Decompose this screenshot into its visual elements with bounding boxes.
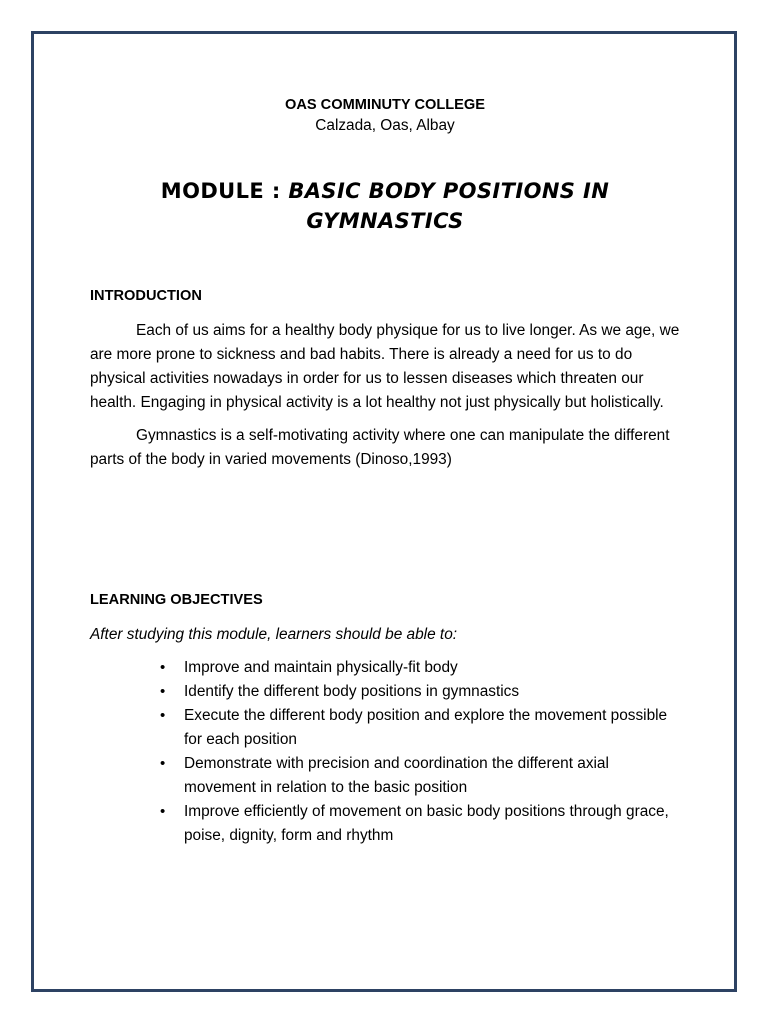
list-item (160, 704, 680, 752)
list-item-text: Demonstrate with precision and coordination the different axial movement in relation to the basic position (184, 755, 609, 796)
module-title-prefix: MODULE : (160, 179, 289, 203)
learning-objectives-list (90, 656, 680, 848)
list-item-text: Identify the different body positions in gymnastics (184, 683, 520, 700)
introduction-heading: INTRODUCTION (90, 288, 202, 304)
bullet-icon: • (160, 683, 166, 700)
introduction-paragraph: Gymnastics is a self-motivating activity where one can manipulate the different parts of the body in varied movements (Dinoso,1993) (90, 427, 670, 468)
learning-objectives-lead: After studying this module, learners should be able to: (90, 626, 458, 643)
list-item (160, 680, 680, 704)
list-item-text: Improve and maintain physically-fit body (184, 659, 458, 676)
bullet-icon: • (160, 803, 166, 820)
learning-objectives-heading: LEARNING OBJECTIVES (90, 592, 263, 608)
module-title (90, 176, 680, 236)
bullet-icon: • (160, 755, 166, 772)
list-item (160, 656, 680, 680)
college-address: Calzada, Oas, Albay (315, 117, 455, 134)
introduction-paragraph: Each of us aims for a healthy body physique for us to live longer. As we age, we are more prone to sickness and bad habits. There is already a need for us to do physical activities nowadays in order for us to lessen diseases which threaten our health. Engaging in physical activity is a lot healthy not just physically but holistically. (90, 322, 680, 411)
module-title-topic: BASIC BODY POSITIONS IN GYMNASTICS (288, 179, 610, 233)
bullet-icon: • (160, 659, 166, 676)
list-item-text: Improve efficiently of movement on basic body positions through grace, poise, dignity, form and rhythm (184, 803, 669, 844)
bullet-icon: • (160, 707, 166, 724)
document-body (90, 95, 680, 848)
college-name: OAS COMMINUTY COLLEGE (285, 97, 485, 113)
list-item-text: Execute the different body position and explore the movement possible for each position (184, 707, 668, 748)
list-item (160, 800, 680, 848)
list-item (160, 752, 680, 800)
